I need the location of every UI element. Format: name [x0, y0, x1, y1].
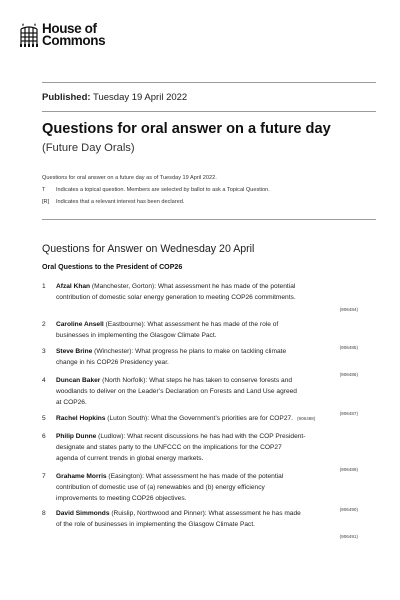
constituency: (Luton South):	[105, 415, 151, 422]
question-line: agenda of current trends in global energy markets.	[56, 454, 204, 462]
question-reference: (906484)	[339, 306, 358, 312]
question-line-text: What assessment he has made of the potential	[145, 473, 284, 480]
question-line: change in his COP26 Presidency year.	[56, 358, 169, 366]
document-subtitle: (Future Day Orals)	[42, 142, 135, 154]
section-subheading: Oral Questions to the President of COP26	[42, 263, 183, 271]
logo-line-1: House of	[42, 21, 97, 36]
question-line: woodlands to deliver on the Leader’s Declaration on Forests and Land Use agreed	[56, 387, 297, 395]
member-name: Philip Dunne	[56, 433, 97, 440]
question-reference: (906491)	[339, 533, 358, 539]
house-of-commons-logo	[19, 23, 105, 48]
question-line: contribution of domestic use of (a) renewables and (b) energy efficiency	[56, 483, 265, 491]
question-item	[42, 509, 376, 539]
question-text	[56, 347, 358, 369]
question-line: improvements to meeting COP26 objectives.	[56, 494, 187, 502]
question-line: designate and states party to the UNFCCC on the implications for the COP27	[56, 443, 282, 451]
question-line: businesses in implementing the Glasgow Climate Pact.	[56, 331, 217, 339]
constituency: (Ludlow):	[96, 433, 128, 440]
question-reference: (906488)	[297, 416, 316, 421]
member-name: Rachel Hopkins	[56, 415, 106, 422]
constituency: (Winchester):	[92, 348, 136, 355]
legend-key: [R]	[42, 199, 50, 205]
question-line	[56, 347, 358, 358]
logo-line-2: Commons	[42, 33, 106, 48]
question-item	[42, 320, 376, 350]
question-line: at COP26.	[56, 398, 87, 406]
portcullis-icon	[19, 23, 39, 48]
question-text	[56, 414, 358, 425]
member-name: Caroline Ansell	[56, 321, 104, 328]
question-line	[56, 414, 358, 425]
divider-after-published	[42, 111, 376, 112]
question-text	[56, 432, 358, 464]
question-number: 7	[42, 473, 46, 480]
question-number: 4	[42, 377, 46, 384]
question-item	[42, 282, 376, 312]
legend-row-topical	[42, 184, 270, 196]
question-line-text: What assessment he has made	[208, 510, 301, 517]
question-number: 2	[42, 321, 46, 328]
question-line	[56, 472, 358, 483]
question-reference: (906489)	[339, 467, 358, 473]
question-item	[42, 347, 376, 377]
question-text	[56, 320, 358, 342]
question-line	[56, 320, 358, 331]
constituency: (Ruislip, Northwood and Pinner):	[109, 510, 209, 517]
question-line	[56, 376, 358, 387]
constituency: (Easington):	[106, 473, 146, 480]
document-title: Questions for oral answer on a future day	[42, 121, 331, 137]
question-line: of the role of businesses in implementing the Glasgow Climate Pact.	[56, 520, 256, 528]
member-name: David Simmonds	[56, 510, 110, 517]
question-text	[56, 282, 358, 304]
member-name: Steve Brine	[56, 348, 93, 355]
question-reference: (906490)	[339, 507, 358, 513]
member-name: Grahame Morris	[56, 473, 107, 480]
published-line	[42, 92, 187, 103]
question-number: 1	[42, 283, 46, 290]
section-heading: Questions for Answer on Wednesday 20 April	[42, 243, 255, 255]
question-line-text: What recent discussions he has had with the COP President-	[127, 433, 306, 440]
question-reference: (906486)	[339, 371, 358, 377]
question-line-text: What progress he plans to make on tackling climate	[135, 348, 287, 355]
member-name: Duncan Baker	[56, 377, 101, 384]
question-number: 3	[42, 348, 46, 355]
question-line-text: What assessment he has made of the potential	[157, 283, 296, 290]
question-line	[56, 282, 358, 293]
question-text	[56, 376, 358, 408]
question-reference: (906487)	[339, 411, 358, 417]
question-item	[42, 414, 376, 425]
question-line-text: What steps he has taken to conserve forests and	[149, 377, 293, 384]
intro-block	[42, 172, 270, 208]
question-line	[56, 432, 358, 443]
legend-row-interest	[42, 196, 270, 208]
question-line-text: What assessment he has made of the role of	[147, 321, 279, 328]
published-date: Tuesday 19 April 2022	[93, 92, 188, 103]
question-number: 5	[42, 415, 46, 422]
question-item	[42, 376, 376, 417]
question-line	[56, 509, 358, 520]
legend-key: T	[42, 187, 46, 193]
published-label: Published:	[42, 92, 91, 103]
intro-line: Questions for oral answer on a future day as of Tuesday 19 April 2022.	[42, 175, 217, 181]
question-number: 6	[42, 433, 46, 440]
divider-after-intro	[42, 219, 376, 220]
legend-text: Indicates that a relevant interest has been declared.	[56, 199, 185, 205]
constituency: (North Norfolk):	[100, 377, 150, 384]
question-item	[42, 472, 376, 513]
question-text	[56, 472, 358, 504]
constituency: (Eastbourne):	[103, 321, 148, 328]
question-text	[56, 509, 358, 531]
question-line-text: What the Government’s priorities are for COP27.	[150, 415, 293, 422]
question-reference: (906485)	[339, 344, 358, 350]
question-line: contribution of domestic solar energy generation to meeting COP26 commitments.	[56, 293, 296, 301]
member-name: Afzal Khan	[56, 283, 91, 290]
question-item	[42, 432, 376, 473]
logo-wordmark	[42, 23, 105, 47]
question-number: 8	[42, 510, 46, 517]
constituency: (Manchester, Gorton):	[90, 283, 158, 290]
divider-top	[42, 82, 376, 83]
legend-text: Indicates a topical question. Members are selected by ballot to ask a Topical Question.	[56, 187, 270, 193]
